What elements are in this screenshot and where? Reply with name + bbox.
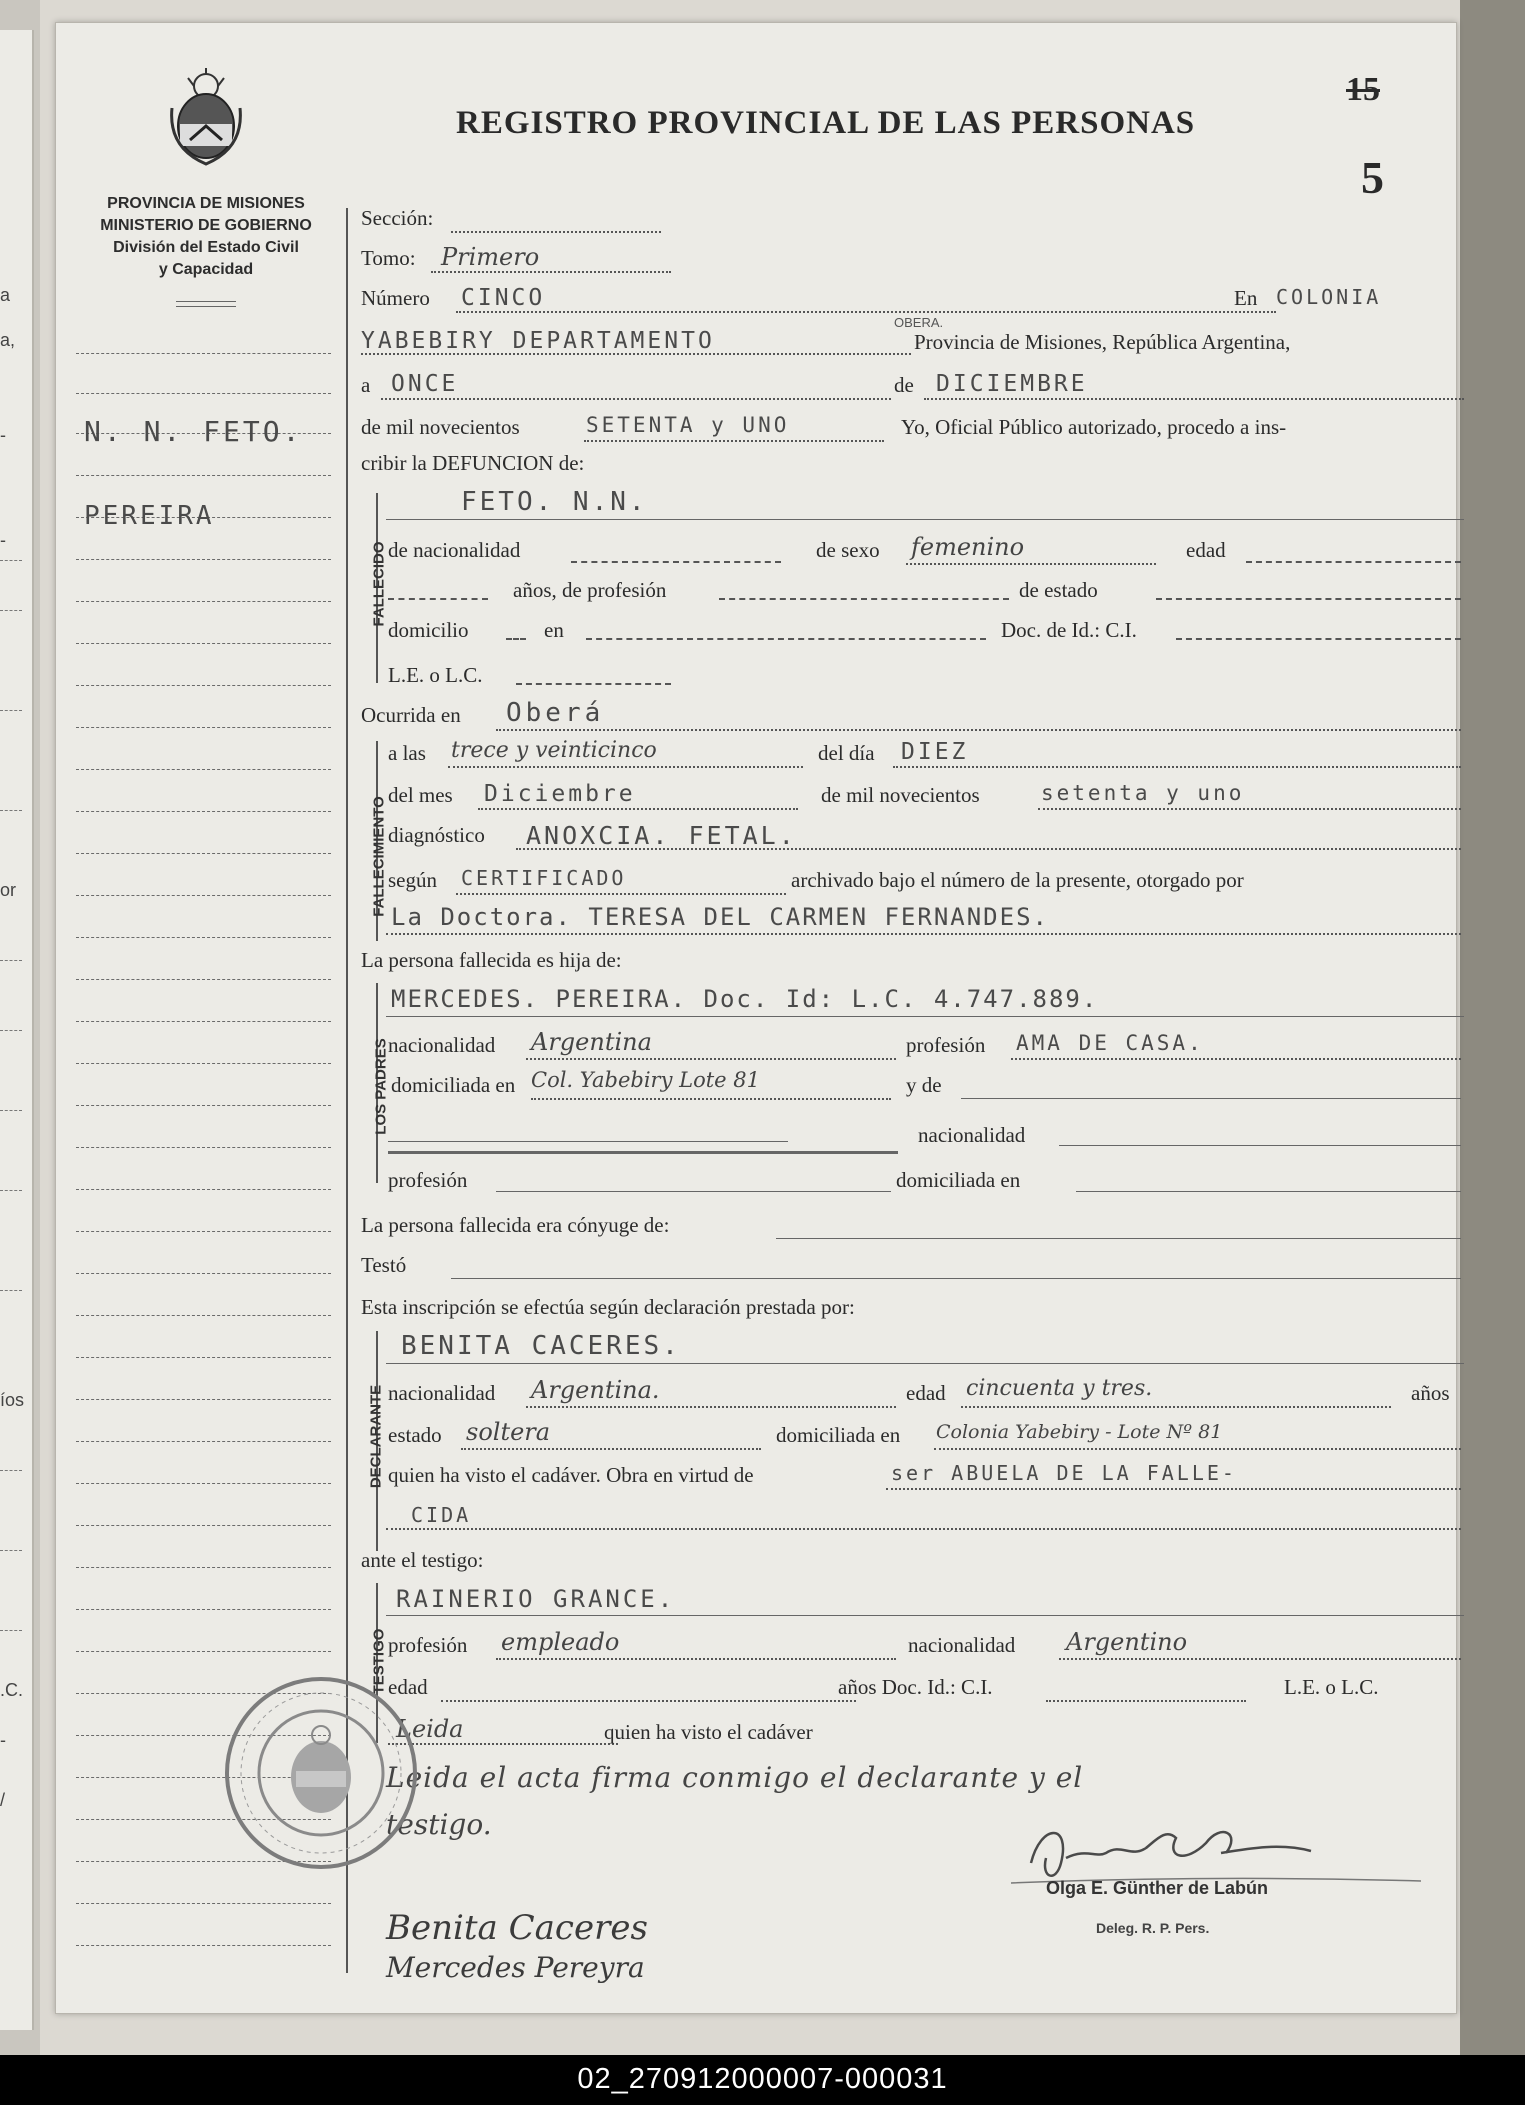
value-nacionalidad-declarante: Argentina. xyxy=(531,1376,660,1404)
coat-of-arms-icon xyxy=(166,68,246,168)
label-seccion: Sección: xyxy=(361,206,434,230)
label-le-lc-testigo: L.E. o L.C. xyxy=(1284,1675,1379,1699)
section-label-padres: LOS PADRES xyxy=(372,1038,390,1135)
section-label-declarante: DECLARANTE xyxy=(367,1384,385,1489)
official-name: Olga E. Günther de Labún xyxy=(1046,1878,1269,1898)
left-page-fragment: / xyxy=(0,1790,6,1810)
label-anos-doc-testigo: años Doc. Id.: C.I. xyxy=(838,1675,993,1699)
value-madre: MERCEDES. PEREIRA. Doc. Id: L.C. 4.747.889. xyxy=(391,985,1099,1013)
value-nacionalidad-testigo: Argentino xyxy=(1066,1628,1188,1656)
label-estado-declarante: estado xyxy=(388,1423,442,1447)
sidebar-division: División del Estado Civil xyxy=(113,239,299,256)
label-y-de: y de xyxy=(906,1073,942,1097)
value-obra: ser ABUELA DE LA FALLE- xyxy=(891,1461,1237,1485)
record-number: 5 xyxy=(1361,152,1384,203)
label-numero: Número xyxy=(361,286,430,310)
label-oficial: Yo, Oficial Público autorizado, procedo a ins- xyxy=(901,415,1287,439)
value-testigo: RAINERIO GRANCE. xyxy=(396,1585,676,1613)
image-id-label: 02_270912000007-000031 xyxy=(577,2063,948,2095)
label-a-las: a las xyxy=(388,741,426,765)
value-anio-fallecimiento: setenta y uno xyxy=(1041,781,1245,805)
binder-right xyxy=(1460,0,1525,2055)
value-difunto: FETO. N.N. xyxy=(461,487,648,517)
label-inscribir: cribir la DEFUNCION de: xyxy=(361,451,585,475)
value-declarante: BENITA CACERES. xyxy=(401,1331,681,1361)
value-cierre-1: Leida el acta firma conmigo el declarante y el xyxy=(386,1761,1084,1794)
label-le-lc: L.E. o L.C. xyxy=(388,663,483,687)
label-en: En xyxy=(1234,286,1258,310)
value-obra-2: CIDA xyxy=(411,1503,472,1527)
sidebar-name-2: PEREIRA xyxy=(84,501,215,531)
sidebar-ministry: MINISTERIO DE GOBIERNO xyxy=(100,217,312,234)
label-mil-novecientos-2: de mil novecientos xyxy=(821,783,980,807)
value-mes-fallecimiento: Diciembre xyxy=(484,781,636,807)
value-en-place: COLONIA xyxy=(1276,285,1382,309)
label-anos-profesion: años, de profesión xyxy=(513,578,667,602)
label-hija: La persona fallecida es hija de: xyxy=(361,948,622,972)
label-profesion-testigo: profesión xyxy=(388,1633,468,1657)
left-page-fragment: - xyxy=(0,1730,6,1750)
sidebar-province: PROVINCIA DE MISIONES xyxy=(107,195,305,212)
label-domicilio: domicilio xyxy=(388,618,469,642)
label-domiciliada-madre: domiciliada en xyxy=(391,1073,516,1097)
label-nacionalidad-padre: nacionalidad xyxy=(918,1123,1026,1147)
section-label-fallecimiento: FALLECIMIENTO xyxy=(370,796,388,917)
value-diagnostico: ANOXCIA. FETAL. xyxy=(526,821,797,850)
label-nacionalidad-madre: nacionalidad xyxy=(388,1033,496,1057)
sidebar-name-1: N. N. FETO. xyxy=(84,415,303,448)
signature-madre: Mercedes Pereyra xyxy=(386,1951,645,1984)
value-edad-declarante: cincuenta y tres. xyxy=(966,1376,1153,1401)
left-page-fragment: íos xyxy=(0,1390,25,1410)
label-quien-visto: quien ha visto el cadáver. Obra en virtud de xyxy=(388,1463,754,1487)
label-anos-declarante: años xyxy=(1411,1381,1450,1405)
label-domiciliada-declarante: domiciliada en xyxy=(776,1423,901,1447)
label-domiciliada-padre: domiciliada en xyxy=(896,1168,1021,1192)
label-segun: según xyxy=(388,868,437,892)
value-cierre-2: testigo. xyxy=(386,1808,492,1841)
label-sexo: de sexo xyxy=(816,538,880,562)
value-dia: ONCE xyxy=(391,371,459,397)
label-mil-novecientos: de mil novecientos xyxy=(361,415,520,439)
value-obera-note: OBERA. xyxy=(894,315,944,330)
value-domicilio-declarante: Colonia Yabebiry - Lote Nº 81 xyxy=(936,1421,1223,1443)
label-provincia: Provincia de Misiones, República Argentina, xyxy=(914,330,1291,354)
label-ocurrida: Ocurrida en xyxy=(361,703,461,727)
label-profesion-madre: profesión xyxy=(906,1033,986,1057)
label-tomo: Tomo: xyxy=(361,246,416,270)
official-title: Deleg. R. P. Pers. xyxy=(1096,1920,1210,1936)
label-testo: Testó xyxy=(361,1253,407,1277)
value-hora: trece y veinticinco xyxy=(451,738,657,763)
label-profesion-padre: profesión xyxy=(388,1168,468,1192)
value-mes: DICIEMBRE xyxy=(936,371,1088,397)
label-nacionalidad: de nacionalidad xyxy=(388,538,521,562)
left-page-fragment: - xyxy=(0,530,6,550)
old-record-number: 15 xyxy=(1346,71,1380,108)
label-archivado: archivado bajo el número de la presente, otorgado por xyxy=(791,868,1244,892)
label-inscripcion: Esta inscripción se efectúa según declaración prestada por: xyxy=(361,1295,855,1319)
value-anio: SETENTA y UNO xyxy=(586,413,790,437)
page-title: REGISTRO PROVINCIAL DE LAS PERSONAS xyxy=(456,105,1196,141)
left-page-fragment: .C. xyxy=(0,1680,24,1700)
label-edad-testigo: edad xyxy=(388,1675,428,1699)
registry-seal-stamp xyxy=(221,1673,421,1873)
label-del-dia: del día xyxy=(818,741,875,765)
value-medico: La Doctora. TERESA DEL CARMEN FERNANDES. xyxy=(391,903,1049,931)
label-nacionalidad-testigo: nacionalidad xyxy=(908,1633,1016,1657)
label-a: a xyxy=(361,373,371,397)
value-estado-declarante: soltera xyxy=(466,1418,551,1446)
left-page-edge xyxy=(0,30,34,2030)
value-profesion-madre: AMA DE CASA. xyxy=(1016,1031,1204,1055)
label-ante-testigo: ante el testigo: xyxy=(361,1548,484,1572)
value-segun: CERTIFICADO xyxy=(461,866,627,890)
value-ocurrida: Oberá xyxy=(506,698,605,728)
value-dia-fallecimiento: DIEZ xyxy=(901,739,969,765)
label-estado: de estado xyxy=(1019,578,1098,602)
value-profesion-testigo: empleado xyxy=(501,1628,620,1656)
left-page-fragment: - xyxy=(0,425,6,445)
left-page-fragment: a, xyxy=(0,330,16,350)
value-leida: Leida xyxy=(396,1715,464,1743)
label-conyuge: La persona fallecida era cónyuge de: xyxy=(361,1213,670,1237)
label-doc-id: Doc. de Id.: C.I. xyxy=(1001,618,1137,642)
registry-page xyxy=(55,22,1457,2014)
label-edad: edad xyxy=(1186,538,1226,562)
label-nacionalidad-declarante: nacionalidad xyxy=(388,1381,496,1405)
value-nacionalidad-madre: Argentina xyxy=(531,1028,652,1056)
label-del-mes: del mes xyxy=(388,783,453,807)
value-domicilio-madre: Col. Yabebiry Lote 81 xyxy=(531,1068,760,1092)
value-sexo: femenino xyxy=(911,533,1025,561)
label-en-domicilio: en xyxy=(544,618,564,642)
left-page-fragment: a xyxy=(0,285,11,305)
signature-declarante: Benita Caceres xyxy=(386,1908,648,1948)
image-id-bar xyxy=(0,2055,1525,2105)
section-label-fallecido: FALLECIDO xyxy=(370,541,388,627)
value-tomo: Primero xyxy=(441,243,540,271)
value-numero: CINCO xyxy=(461,285,546,311)
left-page-fragment: or xyxy=(0,880,17,900)
section-label-testigo: TESTIGO xyxy=(370,1628,388,1695)
value-departamento: YABEBIRY DEPARTAMENTO xyxy=(361,328,715,354)
sidebar-capacity: y Capacidad xyxy=(158,261,254,278)
label-diagnostico: diagnóstico xyxy=(388,823,485,847)
label-edad-declarante: edad xyxy=(906,1381,946,1405)
label-de: de xyxy=(894,373,914,397)
label-quien-visto-testigo: quien ha visto el cadáver xyxy=(604,1720,813,1744)
